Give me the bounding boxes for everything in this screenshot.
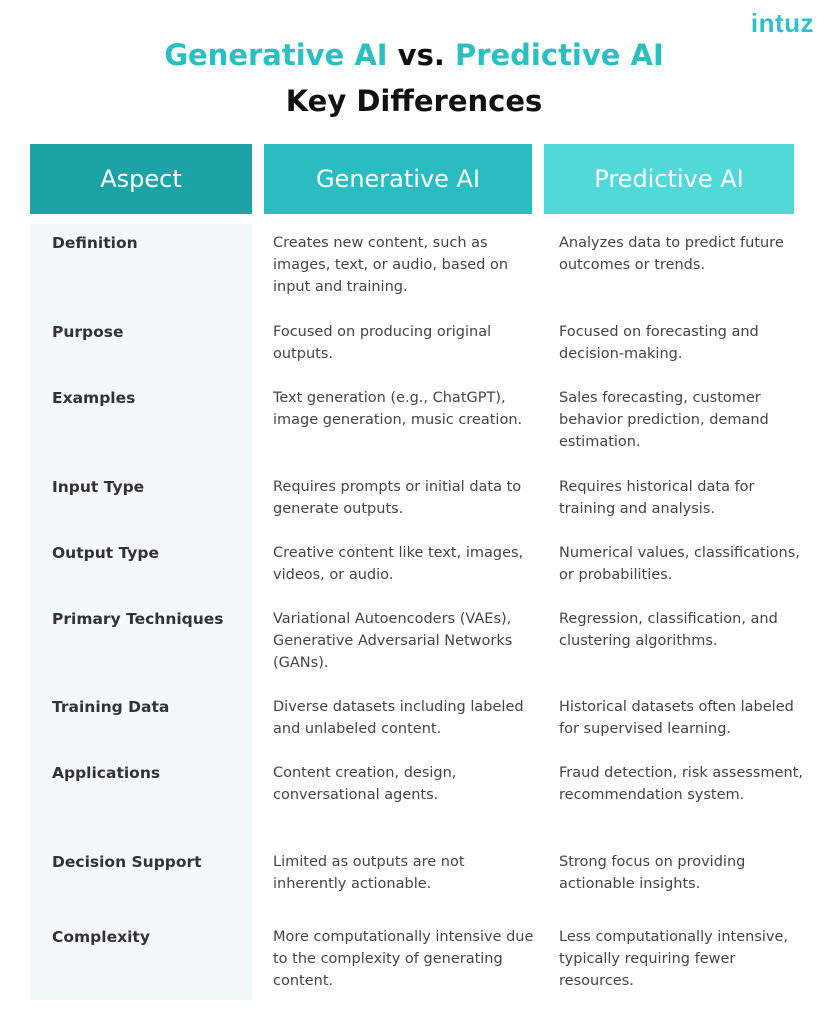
table-row	[0, 600, 828, 688]
table-row	[0, 468, 828, 534]
row-predictive: Historical datasets often labeled for supervised learning.	[559, 699, 794, 737]
table-row	[0, 754, 828, 843]
row-predictive: Regression, classification, and clustering algorithms.	[559, 611, 778, 649]
row-generative: Requires prompts or initial data to generate outputs.	[273, 479, 522, 517]
row-aspect: Applications	[52, 764, 161, 782]
header-predictive: Predictive AI	[544, 144, 794, 214]
row-generative: Limited as outputs are not inherently actionable.	[273, 854, 465, 892]
row-predictive: Analyzes data to predict future outcomes or trends.	[559, 235, 784, 273]
row-predictive: Sales forecasting, customer behavior prediction, demand estimation.	[559, 390, 769, 450]
row-aspect: Input Type	[52, 478, 145, 496]
row-aspect: Primary Techniques	[52, 610, 224, 628]
row-aspect: Complexity	[52, 928, 150, 946]
table-row	[0, 843, 828, 918]
title-generative: Generative AI	[164, 38, 388, 72]
row-aspect: Purpose	[52, 323, 124, 341]
row-aspect: Output Type	[52, 544, 160, 562]
table-row	[0, 918, 828, 1008]
row-predictive: Focused on forecasting and decision-making.	[559, 324, 759, 362]
table-row	[0, 313, 828, 379]
row-generative: Variational Autoencoders (VAEs), Generative Adversarial Networks (GANs).	[273, 611, 513, 671]
title-predictive: Predictive AI	[454, 38, 664, 72]
table-row	[0, 379, 828, 468]
row-generative: Focused on producing original outputs.	[273, 324, 492, 362]
row-generative: Creative content like text, images, videos, or audio.	[273, 545, 524, 583]
row-generative: Diverse datasets including labeled and unlabeled content.	[273, 699, 524, 737]
page-title	[0, 38, 828, 72]
row-aspect: Training Data	[52, 698, 170, 716]
page-subtitle: Key Differences	[285, 84, 543, 118]
row-predictive: Strong focus on providing actionable insights.	[559, 854, 746, 892]
header-generative: Generative AI	[264, 144, 532, 214]
row-aspect: Decision Support	[52, 853, 202, 871]
row-predictive: Less computationally intensive, typically requiring fewer resources.	[559, 929, 789, 989]
row-generative: Text generation (e.g., ChatGPT), image generation, music creation.	[273, 390, 523, 428]
comparison-table	[0, 224, 828, 1008]
row-predictive: Requires historical data for training and analysis.	[559, 479, 755, 517]
row-generative: More computationally intensive due to the complexity of generating content.	[273, 929, 534, 989]
brand-logo: intuz	[750, 8, 814, 38]
header-aspect: Aspect	[30, 144, 252, 214]
row-generative: Creates new content, such as images, text, or audio, based on input and training.	[273, 235, 509, 295]
row-predictive: Fraud detection, risk assessment, recommendation system.	[559, 765, 803, 803]
table-row	[0, 534, 828, 600]
row-generative: Content creation, design, conversational agents.	[273, 765, 457, 803]
title-joiner: vs.	[387, 38, 455, 72]
table-row	[0, 224, 828, 313]
table-row	[0, 688, 828, 754]
row-predictive: Numerical values, classifications, or probabilities.	[559, 545, 800, 583]
row-aspect: Definition	[52, 234, 138, 252]
row-aspect: Examples	[52, 389, 136, 407]
